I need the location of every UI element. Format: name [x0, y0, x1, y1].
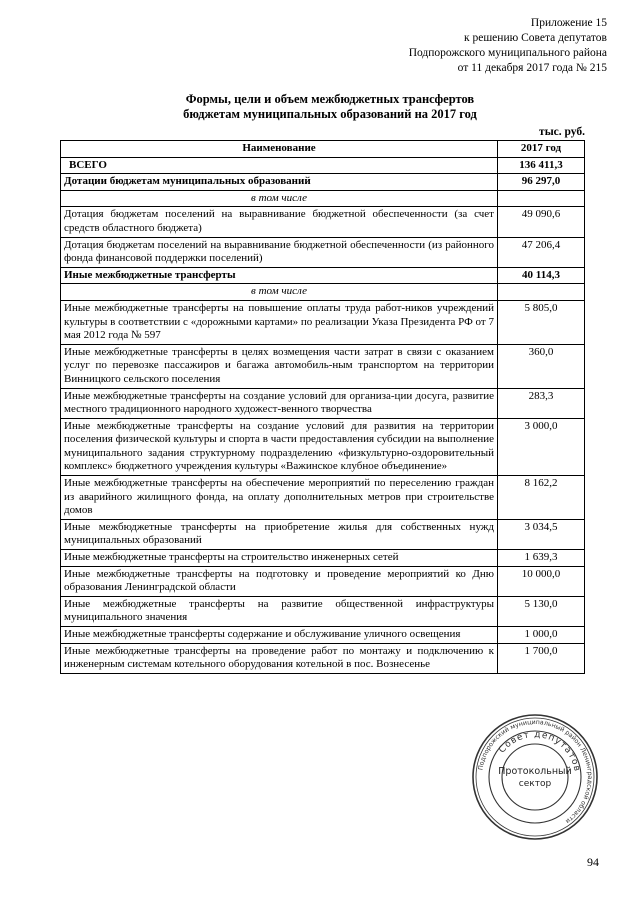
row-name: Иные межбюджетные трансферты	[61, 267, 498, 284]
table-row	[61, 300, 585, 344]
row-value: 3 000,0	[498, 418, 585, 475]
row-value: 49 090,6	[498, 207, 585, 237]
table-row	[61, 519, 585, 549]
table-row	[61, 627, 585, 644]
header-line-1: Приложение 15	[530, 17, 607, 29]
row-name: Иные межбюджетные трансферты на приобретение жилья для собственных нужд муниципальных образований	[61, 519, 498, 549]
row-value: 1 700,0	[498, 643, 585, 673]
table-row	[61, 388, 585, 418]
row-value: 283,3	[498, 388, 585, 418]
table-header-row	[61, 141, 585, 158]
seal-outer-text: Подпорожский муниципальный район Ленинградской области	[477, 718, 594, 825]
row-value: 3 034,5	[498, 519, 585, 549]
column-header-name: Наименование	[61, 141, 498, 158]
row-name: ВСЕГО	[61, 157, 498, 174]
row-name: Иные межбюджетные трансферты на строительство инженерных сетей	[61, 550, 498, 567]
row-value	[498, 284, 585, 301]
row-name: Дотации бюджетам муниципальных образований	[61, 174, 498, 191]
row-value: 40 114,3	[498, 267, 585, 284]
title-line-2: бюджетам муниципальных образований на 2017 год	[183, 107, 477, 121]
table-row	[61, 207, 585, 237]
table-row	[61, 596, 585, 626]
official-seal	[470, 712, 600, 842]
table-row	[61, 550, 585, 567]
table-row	[61, 476, 585, 520]
row-value: 1 639,3	[498, 550, 585, 567]
row-name: Иные межбюджетные трансферты на создание условий для организа-ции досуга, развитие местного традиционного народного художест-венного творчества	[61, 388, 498, 418]
table-row-section	[61, 267, 585, 284]
row-value: 10 000,0	[498, 566, 585, 596]
seal-center-line-1: Протокольный	[498, 766, 572, 777]
row-value	[498, 190, 585, 207]
row-name: Иные межбюджетные трансферты на проведение работ по монтажу и подключению к инженерным системам котельного оборудования котельной в пос. Вознесенье	[61, 643, 498, 673]
row-name: Иные межбюджетные трансферты на создание условий для развития на территории поселения физической культуры и спорта в части предоставления субсидии на выполнение муниципального задания структурному подразделению «физкультурно-оздоровительный комплекс» бюджетного учреждения культуры «Важинское клубное объединение»	[61, 418, 498, 475]
row-value: 5 130,0	[498, 596, 585, 626]
row-name: Иные межбюджетные трансферты на развитие общественной инфраструктуры муниципального значения	[61, 596, 498, 626]
row-name: Дотация бюджетам поселений на выравнивание бюджетной обеспеченности (за счет средств областного бюджета)	[61, 207, 498, 237]
table-row	[61, 566, 585, 596]
column-header-year: 2017 год	[498, 141, 585, 158]
row-value: 8 162,2	[498, 476, 585, 520]
table-row-section	[61, 174, 585, 191]
row-name: Иные межбюджетные трансферты в целях возмещения части затрат в связи с оказанием услуг по перевозке пассажиров и багажа автомобиль-ным транспортом на территории Винницкого сельского поселения	[61, 344, 498, 388]
table-row	[61, 643, 585, 673]
table-row-total	[61, 157, 585, 174]
row-name: Иные межбюджетные трансферты на подготовку и проведение мероприятий ко Дню образования Ленинградской области	[61, 566, 498, 596]
transfers-table	[60, 140, 585, 674]
table-row	[61, 237, 585, 267]
row-value: 47 206,4	[498, 237, 585, 267]
title-line-1: Формы, цели и объем межбюджетных трансфертов	[185, 92, 475, 106]
table-row	[61, 418, 585, 475]
row-name: Иные межбюджетные трансферты содержание и обслуживание уличного освещения	[61, 627, 498, 644]
seal-center-line-2: сектор	[518, 779, 552, 789]
header-line-3: Подпорожского муниципального района	[408, 47, 607, 59]
row-value: 136 411,3	[498, 157, 585, 174]
seal-inner-text: Совет депутатов	[497, 729, 582, 773]
row-value: 1 000,0	[498, 627, 585, 644]
row-name: Иные межбюджетные трансферты на повышение оплаты труда работ-ников учреждений культуры в соответствии с «дорожными картами» по реализации Указа Президента РФ от 7 мая 2012 года № 597	[61, 300, 498, 344]
page-number: 94	[587, 855, 599, 869]
document-title	[60, 92, 600, 122]
header-line-4: от 11 декабря 2017 года № 215	[457, 62, 607, 74]
row-name: в том числе	[61, 284, 498, 301]
row-value: 5 805,0	[498, 300, 585, 344]
row-value: 360,0	[498, 344, 585, 388]
row-name: Дотация бюджетам поселений на выравнивание бюджетной обеспеченности (из районного фонда финансовой поддержки поселений)	[61, 237, 498, 267]
unit-label: тыс. руб.	[539, 126, 585, 138]
row-value: 96 297,0	[498, 174, 585, 191]
document-header	[307, 16, 607, 76]
table-row	[61, 344, 585, 388]
header-line-2: к решению Совета депутатов	[464, 32, 607, 44]
table-row-subheading	[61, 284, 585, 301]
table-row-subheading	[61, 190, 585, 207]
row-name: в том числе	[61, 190, 498, 207]
row-name: Иные межбюджетные трансферты на обеспечение мероприятий по переселению граждан из аварийного жилищного фонда, на оплату дополнительных метров при строительстве домов	[61, 476, 498, 520]
